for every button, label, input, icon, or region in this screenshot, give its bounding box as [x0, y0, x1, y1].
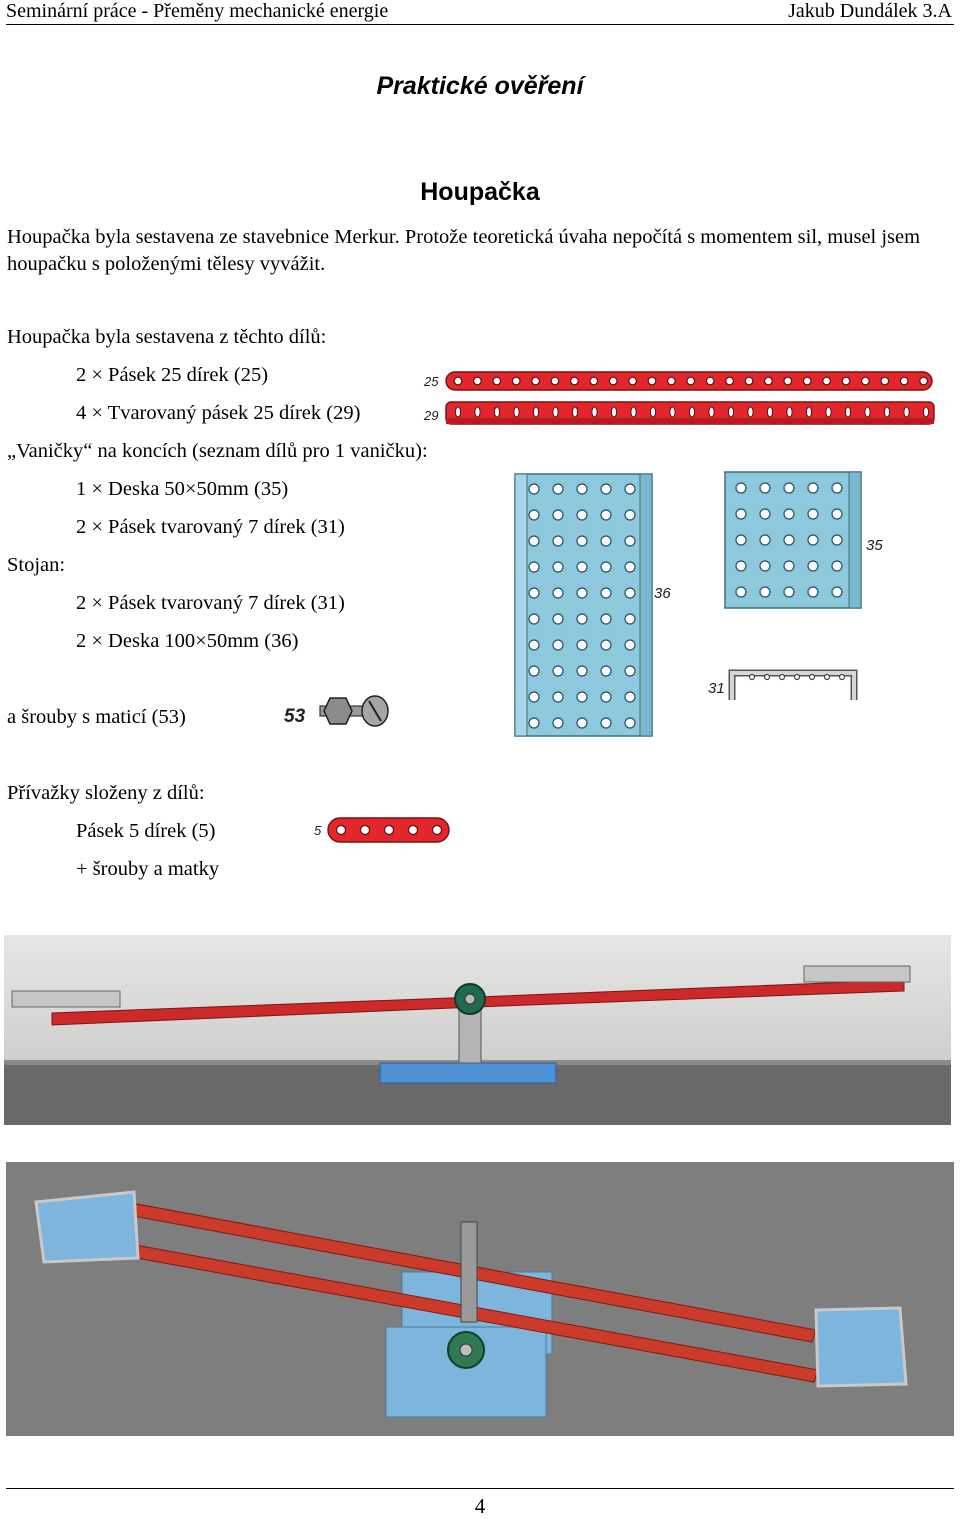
hole [881, 377, 889, 385]
hole [529, 666, 539, 676]
hole [784, 509, 794, 519]
hole [687, 377, 695, 385]
hole [601, 666, 611, 676]
hole [611, 407, 616, 417]
hole [832, 561, 842, 571]
hole [832, 509, 842, 519]
parts-item: 2 × Pásek 25 dírek (25) [76, 364, 269, 386]
hole [808, 509, 818, 519]
hole [845, 407, 850, 417]
page-number: 4 [474, 1494, 486, 1518]
seesaw-side-photo [4, 935, 951, 1125]
header-left: Seminární práce - Přeměny mechanické energie [6, 0, 389, 22]
hole [571, 377, 579, 385]
hole [760, 561, 770, 571]
hole [784, 483, 794, 493]
hole [862, 377, 870, 385]
hole [553, 692, 563, 702]
plate-36-image [515, 474, 671, 736]
hole [601, 484, 611, 494]
label-31: 31 [708, 680, 725, 697]
hole [750, 675, 755, 680]
hole [529, 588, 539, 598]
hole [625, 562, 635, 572]
stand-heading: Stojan: [7, 554, 66, 576]
hole [590, 377, 598, 385]
hole [553, 640, 563, 650]
hole [601, 718, 611, 728]
hole [767, 407, 772, 417]
tubs-item: 1 × Deska 50×50mm (35) [76, 478, 289, 500]
hole [736, 483, 746, 493]
hole [706, 377, 714, 385]
hole [650, 407, 655, 417]
hole [780, 675, 785, 680]
hole [784, 377, 792, 385]
hole [433, 826, 442, 835]
hole [577, 484, 587, 494]
hole [736, 561, 746, 571]
seesaw-top-photo [6, 1162, 954, 1436]
hole [840, 675, 845, 680]
hole [551, 377, 559, 385]
hole [409, 826, 418, 835]
plate-35-image [725, 472, 883, 608]
hole [923, 407, 928, 417]
hole [920, 377, 928, 385]
hole [572, 407, 577, 417]
hole [760, 483, 770, 493]
hole [577, 614, 587, 624]
hole [625, 718, 635, 728]
hole [601, 640, 611, 650]
hole [474, 377, 482, 385]
hole [529, 510, 539, 520]
hole [529, 614, 539, 624]
hole [493, 377, 501, 385]
hole [726, 377, 734, 385]
tubs-heading: „Vaničky“ na koncích (seznam dílů pro 1 vaničku): [7, 440, 428, 462]
hole [553, 484, 563, 494]
tubs-item: 2 × Pásek tvarovaný 7 dírek (31) [76, 516, 345, 538]
hole [529, 562, 539, 572]
hole [748, 407, 753, 417]
section-paragraph: Houpačka byla sestavena ze stavebnice Merkur. Protože teoretická úvaha nepočítá s momentem sil, musel jsem houpačku s položenými tělesy vyvážit. [7, 226, 921, 275]
hole [625, 614, 635, 624]
weights-item: + šrouby a matky [76, 858, 220, 880]
label-5: 5 [314, 823, 322, 838]
hole [670, 407, 675, 417]
hole [787, 407, 792, 417]
hole [494, 407, 499, 417]
hole [577, 666, 587, 676]
hole [553, 562, 563, 572]
hole [577, 510, 587, 520]
page-title: Praktické ověření [376, 72, 584, 100]
hole [553, 536, 563, 546]
bracket-31-image [708, 673, 854, 700]
hole [475, 407, 480, 417]
hole [625, 536, 635, 546]
hole [629, 377, 637, 385]
hole [760, 535, 770, 545]
hole [808, 587, 818, 597]
hole [577, 562, 587, 572]
hole [865, 407, 870, 417]
hole [842, 377, 850, 385]
hole [553, 510, 563, 520]
hole [736, 587, 746, 597]
hole [689, 407, 694, 417]
hole [514, 407, 519, 417]
hole [745, 377, 753, 385]
hole [832, 587, 842, 597]
header-right: Jakub Dundálek 3.A [788, 0, 952, 22]
hole [601, 510, 611, 520]
label-35: 35 [866, 537, 883, 554]
hole [826, 407, 831, 417]
hole [529, 692, 539, 702]
hole [806, 407, 811, 417]
hole [529, 640, 539, 650]
hole [577, 536, 587, 546]
screws-text: a šrouby s maticí (53) [7, 706, 186, 728]
hole [533, 407, 538, 417]
hole [512, 377, 520, 385]
hole [760, 509, 770, 519]
hole [577, 692, 587, 702]
hole [736, 509, 746, 519]
hole [529, 536, 539, 546]
hole [337, 826, 346, 835]
hole [532, 377, 540, 385]
hole [832, 535, 842, 545]
label-53: 53 [284, 706, 306, 727]
hole [609, 377, 617, 385]
hole [736, 535, 746, 545]
hole [808, 483, 818, 493]
weights-heading: Přívažky složeny z dílů: [7, 782, 205, 804]
footer-divider [6, 1488, 954, 1489]
screw-53-image [284, 696, 388, 727]
hole [904, 407, 909, 417]
hole [577, 588, 587, 598]
hole [795, 675, 800, 680]
hole [361, 826, 370, 835]
hole [529, 718, 539, 728]
hole [728, 407, 733, 417]
label-25: 25 [424, 374, 439, 389]
section-heading: Houpačka [420, 178, 540, 206]
hole [625, 666, 635, 676]
hole [577, 718, 587, 728]
hole [553, 666, 563, 676]
hole [760, 587, 770, 597]
weights-item: Pásek 5 dírek (5) [76, 820, 216, 842]
hole [803, 377, 811, 385]
hole [553, 588, 563, 598]
hole [808, 535, 818, 545]
hole [823, 377, 831, 385]
hole [625, 510, 635, 520]
hole [455, 407, 460, 417]
hole [529, 484, 539, 494]
stand-item: 2 × Pásek tvarovaný 7 dírek (31) [76, 592, 345, 614]
hole [553, 407, 558, 417]
hole [601, 588, 611, 598]
hole [765, 675, 770, 680]
hole [625, 484, 635, 494]
hole [884, 407, 889, 417]
label-29: 29 [424, 408, 439, 423]
hole [810, 675, 815, 680]
hole [454, 377, 462, 385]
label-36: 36 [654, 585, 671, 602]
hole [592, 407, 597, 417]
hole [808, 561, 818, 571]
stand-item: 2 × Deska 100×50mm (36) [76, 630, 299, 652]
hole [784, 587, 794, 597]
hole [765, 377, 773, 385]
parts-item: 4 × Tvarovaný pásek 25 dírek (29) [76, 402, 361, 424]
hole [648, 377, 656, 385]
hole [625, 588, 635, 598]
hole [668, 377, 676, 385]
hole [625, 640, 635, 650]
hole [385, 826, 394, 835]
hole [784, 535, 794, 545]
strip-29-image [423, 402, 934, 424]
hole [601, 536, 611, 546]
hole [631, 407, 636, 417]
parts-intro: Houpačka byla sestavena z těchto dílů: [7, 326, 327, 348]
strip-5-image [314, 818, 449, 842]
hole [601, 614, 611, 624]
hole [577, 640, 587, 650]
hole [553, 614, 563, 624]
hole [832, 483, 842, 493]
hole [825, 675, 830, 680]
hole [601, 562, 611, 572]
hole [784, 561, 794, 571]
hole [625, 692, 635, 702]
hole [553, 718, 563, 728]
strip-25-image [423, 372, 932, 390]
hole [601, 692, 611, 702]
hole [709, 407, 714, 417]
hole [900, 377, 908, 385]
